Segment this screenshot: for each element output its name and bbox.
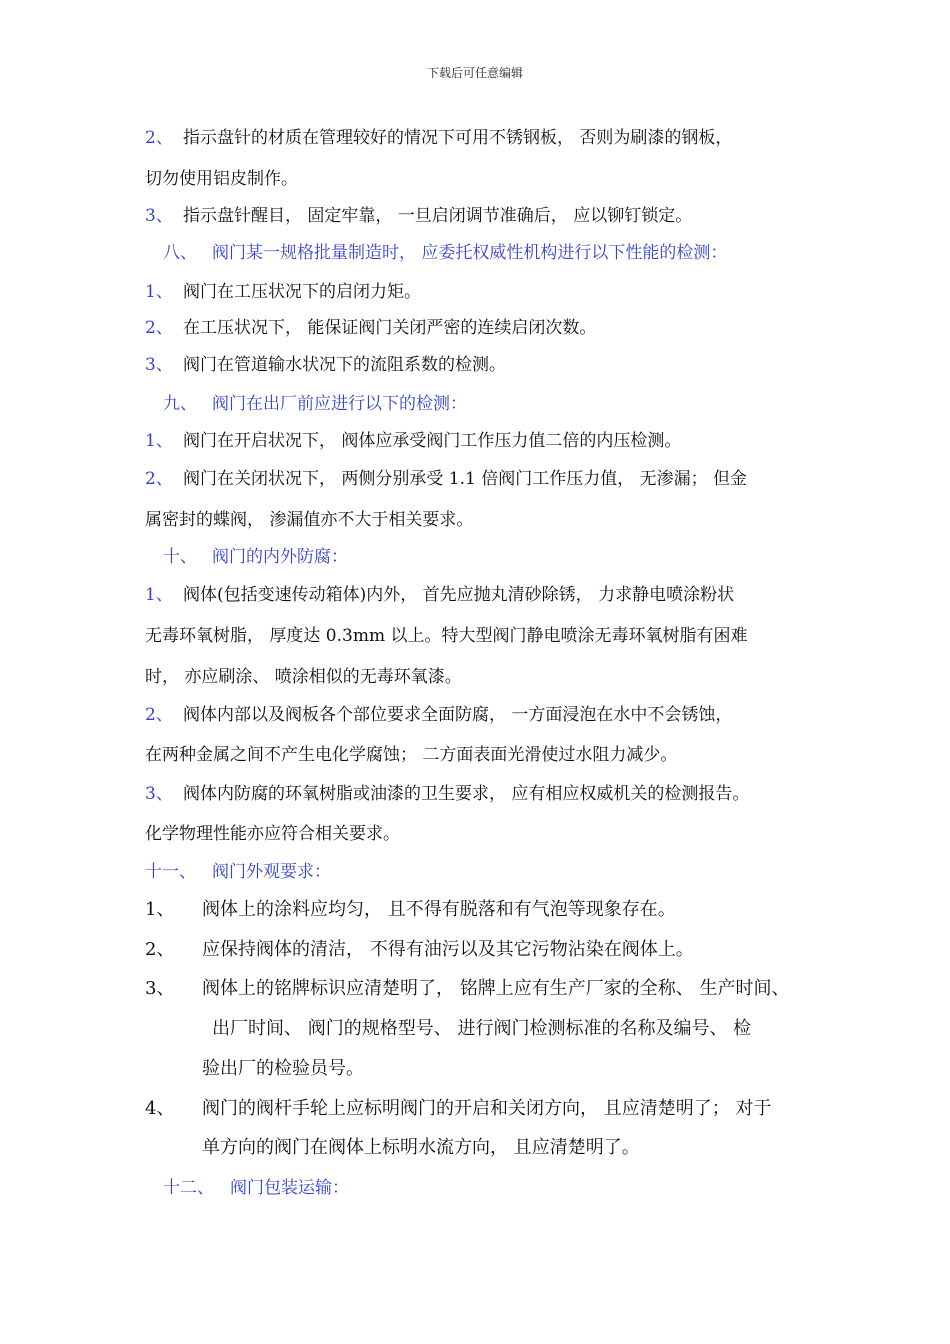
item-number: 2、 xyxy=(145,469,173,489)
item-number: 2、 xyxy=(145,939,175,960)
item-text: 阀体上的铭牌标识应清楚明了， 铭牌上应有生产厂家的全称、 生产时间、 xyxy=(202,978,790,999)
section-title: 阀门包装运输： xyxy=(230,1178,349,1198)
section-number: 十二、 xyxy=(163,1178,214,1198)
item-text: 阀门在开启状况下， 阀体应承受阀门工作压力值二倍的内压检测。 xyxy=(183,431,682,451)
item-number: 1、 xyxy=(145,431,173,451)
item-text: 阀体上的涂料应均匀， 且不得有脱落和有气泡等现象存在。 xyxy=(202,899,676,920)
item-text: 阀体(包括变速传动箱体)内外， 首先应抛丸清砂除锈， 力求静电喷涂粉状 xyxy=(183,585,735,605)
item-text: 属密封的蝶阀， 渗漏值亦不大于相关要求。 xyxy=(145,510,474,530)
item-text: 验出厂的检验员号。 xyxy=(202,1058,364,1079)
item-number: 3、 xyxy=(145,784,173,804)
section-title: 阀门某一规格批量制造时， 应委托权威性机构进行以下性能的检测： xyxy=(212,243,728,263)
item-number: 3、 xyxy=(145,978,175,999)
section-number: 八、 xyxy=(163,243,197,263)
item-text: 时， 亦应刷涂、 喷涂相似的无毒环氧漆。 xyxy=(145,667,462,687)
item-text: 在工压状况下， 能保证阀门关闭严密的连续启闭次数。 xyxy=(183,318,597,338)
item-text: 单方向的阀门在阀体上标明水流方向， 且应清楚明了。 xyxy=(202,1137,640,1158)
item-text: 阀门的阀杆手轮上应标明阀门的开启和关闭方向， 且应清楚明了； 对于 xyxy=(202,1098,772,1119)
item-text: 应保持阀体的清洁， 不得有油污以及其它污物沾染在阀体上。 xyxy=(202,939,694,960)
item-text: 阀门在管道输水状况下的流阻系数的检测。 xyxy=(183,355,506,375)
item-number: 1、 xyxy=(145,899,175,920)
item-number: 3、 xyxy=(145,355,173,375)
section-number: 九、 xyxy=(163,394,197,414)
section-number: 十一、 xyxy=(145,862,196,882)
item-text: 阀门在工压状况下的启闭力矩。 xyxy=(183,282,421,302)
page-header: 下载后可任意编辑 xyxy=(426,66,523,80)
item-number: 2、 xyxy=(145,128,173,148)
item-text: 化学物理性能亦应符合相关要求。 xyxy=(145,824,400,844)
item-text: 无毒环氧树脂， 厚度达 0.3mm 以上。特大型阀门静电喷涂无毒环氧树脂有困难 xyxy=(145,626,748,646)
section-number: 十、 xyxy=(163,547,197,567)
item-number: 4、 xyxy=(145,1098,175,1119)
item-text: 出厂时间、 阀门的规格型号、 进行阀门检测标准的名称及编号、 检 xyxy=(212,1018,752,1039)
item-number: 2、 xyxy=(145,318,173,338)
item-number: 3、 xyxy=(145,206,173,226)
item-text: 阀门在关闭状况下， 两侧分别承受 1.1 倍阀门工作压力值， 无渗漏； 但金 xyxy=(183,469,748,489)
section-title: 阀门在出厂前应进行以下的检测： xyxy=(212,394,467,414)
section-title: 阀门的内外防腐： xyxy=(212,547,348,567)
item-text: 阀体内防腐的环氧树脂或油漆的卫生要求， 应有相应权威机关的检测报告。 xyxy=(183,784,750,804)
item-text: 指示盘针的材质在管理较好的情况下可用不锈钢板， 否则为刷漆的钢板， xyxy=(183,128,733,148)
item-text: 切勿使用铝皮制作。 xyxy=(145,169,298,189)
section-title: 阀门外观要求： xyxy=(212,862,331,882)
item-text: 阀体内部以及阀板各个部位要求全面防腐， 一方面浸泡在水中不会锈蚀， xyxy=(183,705,733,725)
item-text: 指示盘针醒目， 固定牢靠， 一旦启闭调节准确后， 应以铆钉锁定。 xyxy=(183,206,693,226)
item-number: 1、 xyxy=(145,585,173,605)
item-text: 在两种金属之间不产生电化学腐蚀； 二方面表面光滑使过水阻力减少。 xyxy=(145,745,678,765)
item-number: 1、 xyxy=(145,282,173,302)
item-number: 2、 xyxy=(145,705,173,725)
